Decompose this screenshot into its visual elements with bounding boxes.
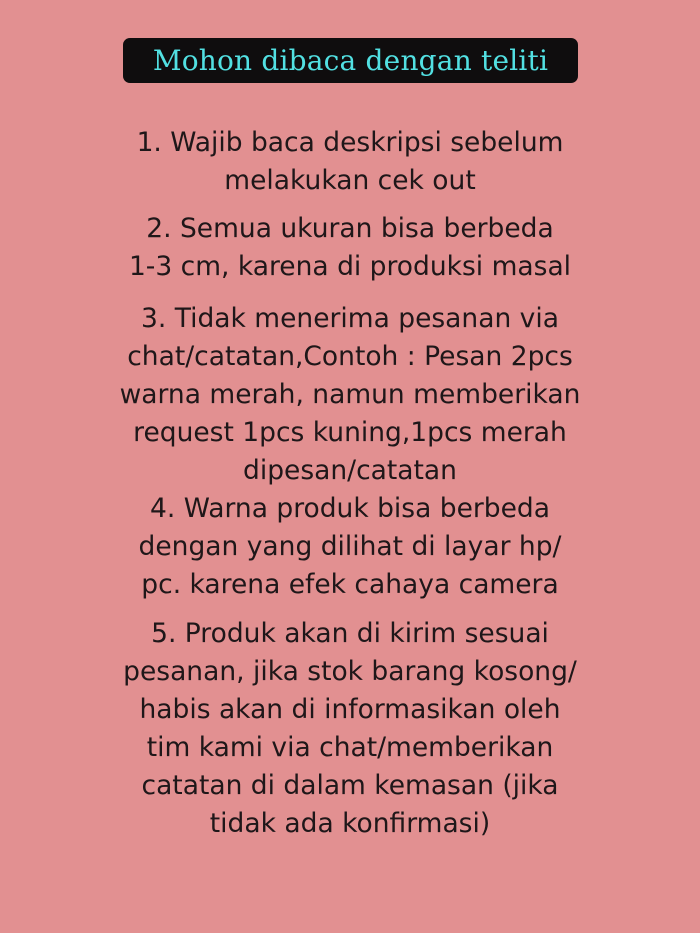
rule-3-line-1: 3. Tidak menerima pesanan via — [141, 303, 559, 334]
rule-3-line-2: chat/catatan,Contoh : Pesan 2pcs — [127, 341, 573, 372]
rule-5-line-6: tidak ada konfirmasi) — [209, 808, 491, 839]
page-title: Mohon dibaca dengan teliti — [152, 44, 549, 77]
rule-4-line-3: pc. karena efek cahaya camera — [141, 569, 559, 600]
rule-2 — [50, 210, 650, 286]
rule-3-line-4: request 1pcs kuning,1pcs merah — [133, 417, 567, 448]
rule-1-line-1: 1. Wajib baca deskripsi sebelum — [136, 127, 564, 158]
rule-4-line-1: 4. Warna produk bisa berbeda — [150, 493, 550, 524]
rule-3-line-5: dipesan/catatan — [243, 455, 457, 486]
rule-5-line-2: pesanan, jika stok barang kosong/ — [123, 656, 577, 687]
rule-5-line-5: catatan di dalam kemasan (jika — [141, 770, 559, 801]
rule-1 — [50, 124, 650, 200]
rule-4 — [50, 490, 650, 604]
rule-4-line-2: dengan yang dilihat di layar hp/ — [138, 531, 562, 562]
rule-5 — [50, 615, 650, 843]
title-badge — [123, 38, 578, 83]
rule-3 — [50, 300, 650, 490]
rule-2-line-2: 1-3 cm, karena di produksi masal — [128, 251, 572, 282]
rule-2-line-1: 2. Semua ukuran bisa berbeda — [146, 213, 554, 244]
rule-5-line-4: tim kami via chat/memberikan — [146, 732, 554, 763]
rule-1-line-2: melakukan cek out — [224, 165, 476, 196]
rule-3-line-3: warna merah, namun memberikan — [119, 379, 581, 410]
rule-5-line-1: 5. Produk akan di kirim sesuai — [151, 618, 549, 649]
rule-5-line-3: habis akan di informasikan oleh — [139, 694, 561, 725]
